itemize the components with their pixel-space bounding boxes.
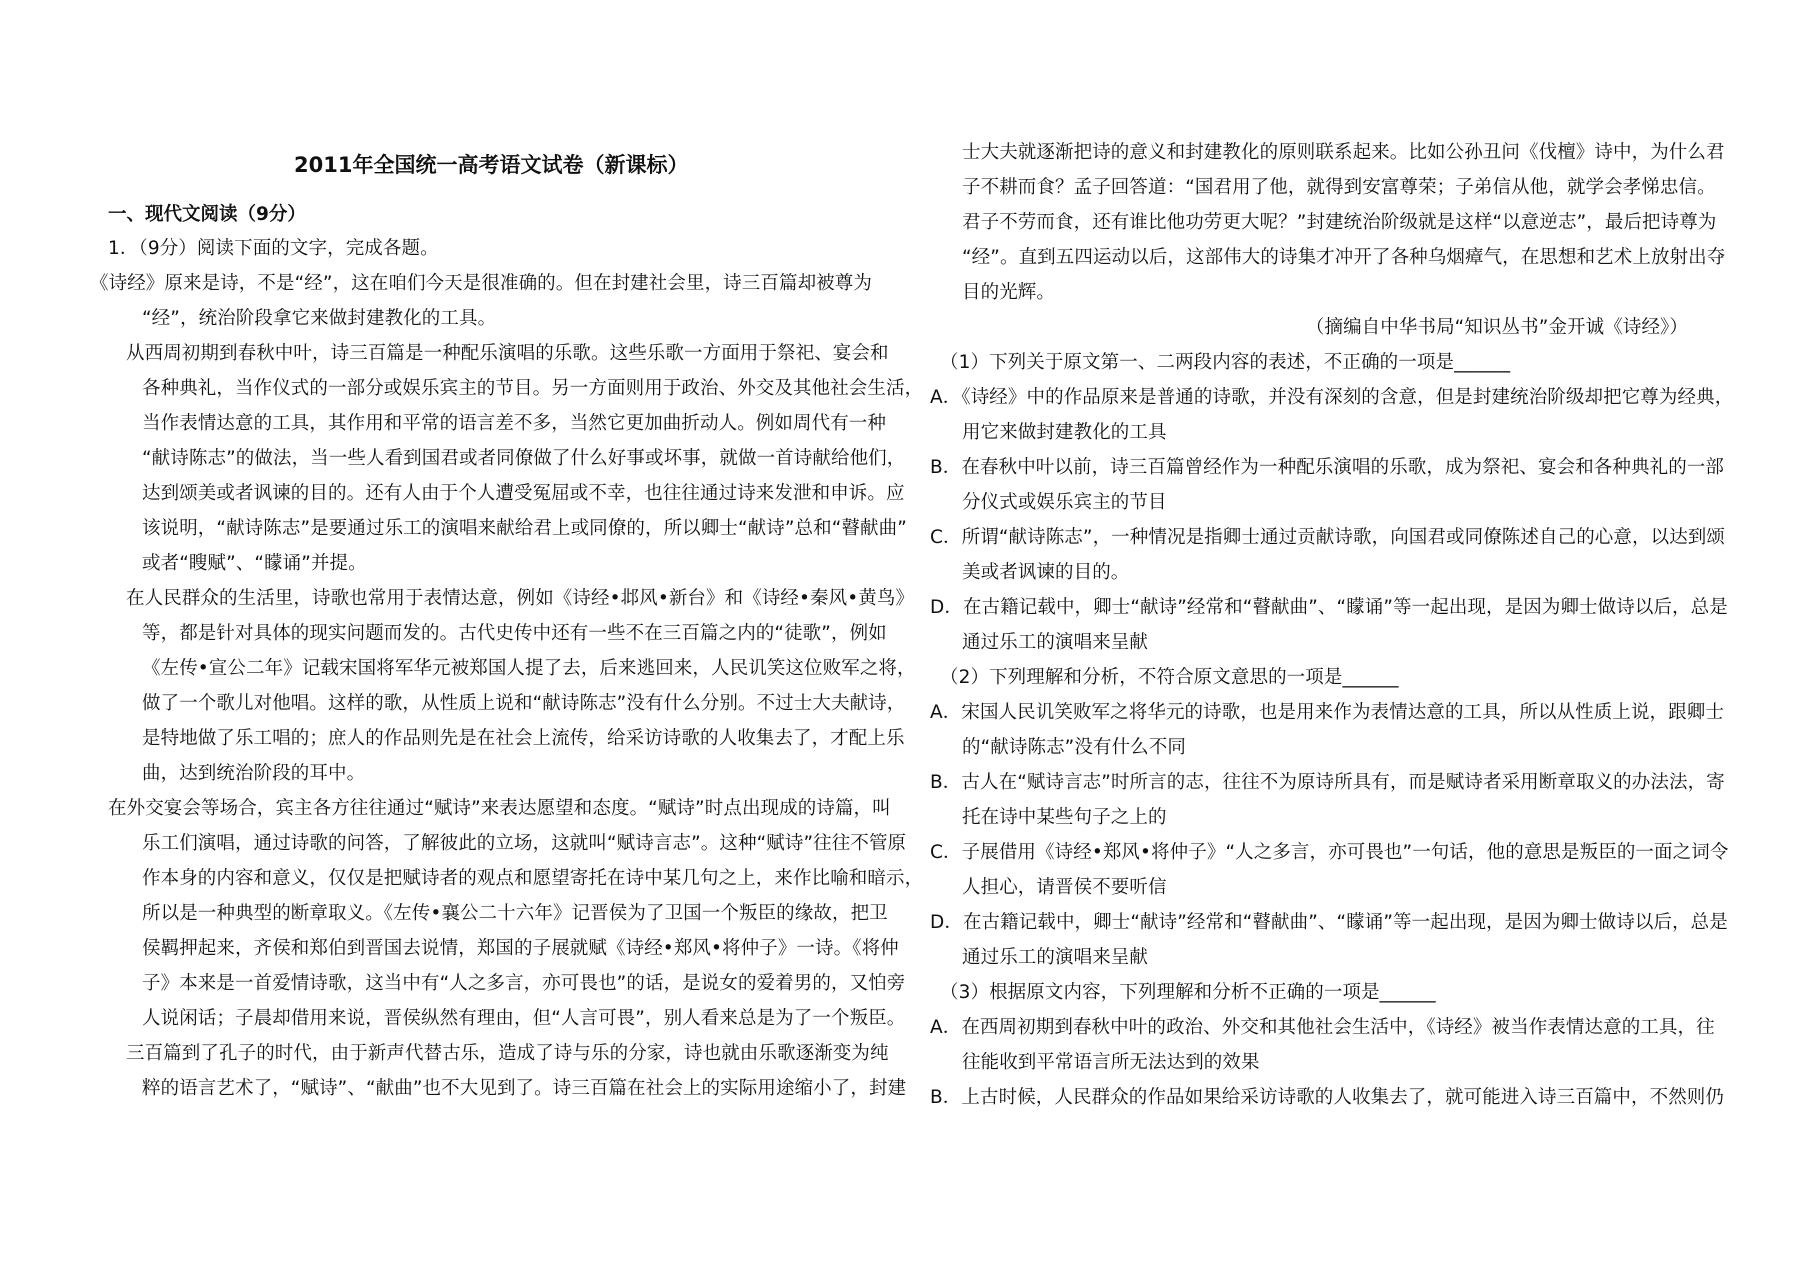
left-text-line: 等，都是针对具体的现实问题而发的。古代史传中还有一些不在三百篇之内的“徒歌”，例如	[142, 623, 887, 644]
left-text-line: 乐工们演唱，通过诗歌的问答，了解彼此的立场，这就叫“赋诗言志”。这种“赋诗”往往不管原	[142, 833, 907, 854]
left-text-line: 达到颂美或者讽谏的目的。还有人由于个人遭受冤屈或不幸，也往往通过诗来发泄和申诉。应	[142, 483, 905, 504]
left-text-line: 在外交宴会等场合，宾主各方往往通过“赋诗”来表达愿望和态度。“赋诗”时点出现成的诗篇，叫	[108, 798, 891, 819]
left-text-line: 当作表情达意的工具，其作用和平常的语言差不多，当然它更加曲折动人。例如周代有一种	[142, 413, 887, 434]
left-text-line: 从西周初期到春秋中叶，诗三百篇是一种配乐演唱的乐歌。这些乐歌一方面用于祭祀、宴会和	[126, 343, 889, 364]
left-text-line: 粹的语言艺术了，“赋诗”、“献曲”也不大见到了。诗三百篇在社会上的实际用途缩小了，封建	[142, 1078, 907, 1099]
left-text-line: 或者“瞍赋”、“矇诵”并提。	[142, 553, 367, 574]
right-text-line: 分仪式或娱乐宾主的节目	[962, 492, 1167, 513]
left-text-line: 侯羁押起来，齐侯和郑伯到晋国去说情，郑国的子展就赋《诗经•郑风•将仲子》一诗。《将仲	[142, 938, 899, 959]
right-text-line: （3）根据原文内容，下列理解和分析不正确的一项是______	[940, 982, 1436, 1003]
right-text-line: B．古人在“赋诗言志”时所言的志，往往不为原诗所具有，而是赋诗者采用断章取义的办法法，寄	[930, 772, 1725, 793]
right-text-line: 君子不劳而食，还有谁比他功劳更大呢？”封建统治阶级就是这样“以意逆志”，最后把诗尊为	[962, 212, 1717, 233]
page-title: 2011年全国统一高考语文试卷（新课标）	[294, 153, 689, 177]
right-text-line: 人担心，请晋侯不要听信	[962, 877, 1167, 898]
left-text-line: 在人民群众的生活里，诗歌也常用于表情达意，例如《诗经•邶风•新台》和《诗经•秦风•黄鸟》	[126, 588, 915, 609]
right-text-line: 子不耕而食？孟子回答道：“国君用了他，就得到安富尊荣；子弟信从他，就学会孝悌忠信。	[962, 177, 1716, 198]
right-text-line: 士大夫就逐渐把诗的意义和封建教化的原则联系起来。比如公孙丑问《伐檀》诗中，为什么君	[962, 142, 1725, 163]
left-text-line: 1．（9分）阅读下面的文字，完成各题。	[108, 238, 439, 259]
right-text-line: （1）下列关于原文第一、二两段内容的表述，不正确的一项是______	[940, 352, 1511, 373]
right-text-line: B．在春秋中叶以前，诗三百篇曾经作为一种配乐演唱的乐歌，成为祭祀、宴会和各种典礼的一部	[930, 457, 1724, 478]
right-text-line: 通过乐工的演唱来呈献	[962, 632, 1149, 653]
left-text-line: 三百篇到了孔子的时代，由于新声代替古乐，造成了诗与乐的分家，诗也就由乐歌逐渐变为纯	[126, 1043, 889, 1064]
right-text-line: A．在西周初期到春秋中叶的政治、外交和其他社会生活中，《诗经》被当作表情达意的工具，往	[930, 1017, 1715, 1038]
right-text-line: （摘编自中华书局“知识丛书”金开诚《诗经》）	[1305, 317, 1688, 338]
section-heading: 一、现代文阅读（9分）	[108, 204, 306, 225]
right-text-line: B．上古时候，人民群众的作品如果给采访诗歌的人收集去了，就可能进入诗三百篇中，不然则仍	[930, 1087, 1724, 1108]
left-text-line: 人说闲话；子晨却借用来说，晋侯纵然有理由，但“人言可畏”，别人看来总是为了一个叛臣。	[142, 1008, 906, 1029]
left-text-line: “献诗陈志”的做法，当一些人看到国君或者同僚做了什么好事或坏事，就做一首诗献给他们，	[142, 448, 906, 469]
right-text-line: C．子展借用《诗经•郑风•将仲子》“人之多言，亦可畏也”一句话，他的意思是叛臣的一面之词令	[930, 842, 1729, 863]
right-text-line: C．所谓“献诗陈志”，一种情况是指卿士通过贡献诗歌，向国君或同僚陈述自己的心意，以达到颂	[930, 527, 1725, 548]
left-text-line: 作本身的内容和意义，仅仅是把赋诗者的观点和愿望寄托在诗中某几句之上，来作比喻和暗示，	[142, 868, 924, 889]
left-text-line: 所以是一种典型的断章取义。《左传•襄公二十六年》记晋侯为了卫国一个叛臣的缘故，把卫	[142, 903, 888, 924]
left-text-line: 是特地做了乐工唱的；庶人的作品则先是在社会上流传，给采访诗歌的人收集去了，才配上乐	[142, 728, 905, 749]
right-text-line: D．在古籍记载中，卿士“献诗”经常和“瞽献曲”、“矇诵”等一起出现，是因为卿士做诗以后，总是	[930, 912, 1728, 933]
left-text-line: “经”，统治阶段拿它来做封建教化的工具。	[142, 308, 497, 329]
right-text-line: 的“献诗陈志”没有什么不同	[962, 737, 1186, 758]
left-text-line: 子》本来是一首爱情诗歌，这当中有“人之多言，亦可畏也”的话，是说女的爱着男的，又怕旁	[142, 973, 906, 994]
right-text-line: 往能收到平常语言所无法达到的效果	[962, 1052, 1260, 1073]
right-text-line: A．《诗经》中的作品原来是普通的诗歌，并没有深刻的含意，但是封建统治阶级却把它尊为经典，	[930, 387, 1734, 408]
right-text-line: 目的光辉。	[962, 282, 1056, 303]
left-text-line: 《诗经》原来是诗，不是“经”，这在咱们今天是很准确的。但在封建社会里，诗三百篇却被尊为	[90, 273, 872, 294]
left-text-line: 《左传•宣公二年》记载宋国将军华元被郑国人提了去，后来逃回来，人民讥笑这位败军之将，	[142, 658, 916, 679]
left-text-line: 该说明，“献诗陈志”是要通过乐工的演唱来献给君上或同僚的，所以卿士“献诗”总和“瞽献曲”	[142, 518, 907, 539]
right-text-line: （2）下列理解和分析，不符合原文意思的一项是______	[940, 667, 1399, 688]
left-text-line: 曲，达到统治阶段的耳中。	[142, 763, 366, 784]
right-text-line: 用它来做封建教化的工具	[962, 422, 1167, 443]
right-text-line: D．在古籍记载中，卿士“献诗”经常和“瞽献曲”、“矇诵”等一起出现，是因为卿士做诗以后，总是	[930, 597, 1728, 618]
right-text-line: 托在诗中某些句子之上的	[962, 807, 1167, 828]
left-text-line: 做了一个歌儿对他唱。这样的歌，从性质上说和“献诗陈志”没有什么分别。不过士大夫献诗，	[142, 693, 906, 714]
right-text-line: 通过乐工的演唱来呈献	[962, 947, 1149, 968]
right-text-line: “经”。直到五四运动以后，这部伟大的诗集才冲开了各种乌烟瘴气，在思想和艺术上放射出夺	[962, 247, 1726, 268]
left-text-line: 各种典礼，当作仪式的一部分或娱乐宾主的节目。另一方面则用于政治、外交及其他社会生活，	[142, 378, 924, 399]
right-text-line: A．宋国人民讥笑败军之将华元的诗歌，也是用来作为表情达意的工具，所以从性质上说，跟卿士	[930, 702, 1724, 723]
right-text-line: 美或者讽谏的目的。	[962, 562, 1130, 583]
